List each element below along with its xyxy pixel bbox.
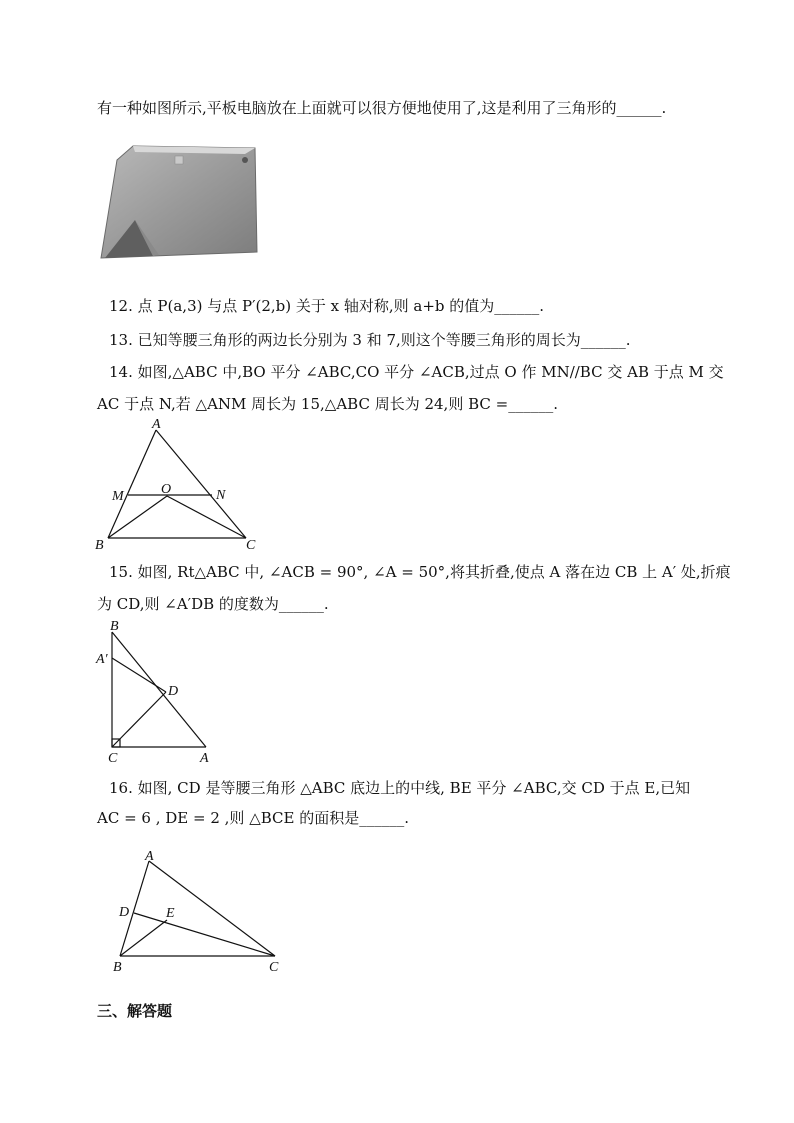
question-14-line2: AC 于点 N,若 △ANM 周长为 15,△ABC 周长为 24,则 BC =______. [97, 395, 558, 413]
question-number: 15. [109, 563, 133, 581]
label-A-prime: A′ [96, 652, 108, 667]
label-B: B [113, 960, 122, 975]
question-text: 点 P(a,3) 与点 P′(2,b) 关于 x 轴对称,则 a+b 的值为______. [137, 297, 545, 315]
question-12 [109, 296, 544, 316]
question-14-line1 [109, 362, 724, 382]
label-C: C [246, 538, 256, 553]
question-15-line1 [109, 562, 731, 582]
question-text: 如图, Rt△ABC 中, ∠ACB = 90°, ∠A = 50°,将其折叠,使点 A 落在边 CB 上 A′ 处,折痕 [137, 563, 731, 581]
question-16-line1 [109, 778, 690, 798]
label-D: D [168, 684, 179, 699]
question-number: 16. [109, 779, 133, 797]
question-number: 14. [109, 363, 133, 381]
question-text: 如图, CD 是等腰三角形 △ABC 底边上的中线, BE 平分 ∠ABC,交 CD 于点 E,已知 [137, 779, 691, 797]
intro-text: 有一种如图所示,平板电脑放在上面就可以很方便地使用了,这是利用了三角形的______. [97, 99, 667, 117]
question-16-line2: AC = 6 , DE = 2 ,则 △BCE 的面积是______. [97, 809, 409, 827]
figure-q16 [105, 845, 295, 975]
figure-q14 [90, 418, 270, 553]
label-D: D [119, 905, 130, 920]
label-B: B [110, 619, 119, 634]
label-A: A [145, 849, 154, 864]
question-text: 已知等腰三角形的两边长分别为 3 和 7,则这个等腰三角形的周长为______. [137, 331, 631, 349]
label-M: M [112, 489, 124, 504]
figure-q15 [90, 618, 230, 763]
question-15-line2: 为 CD,则 ∠A′DB 的度数为______. [97, 595, 329, 613]
label-A: A [200, 751, 209, 763]
question-number: 13. [109, 331, 133, 349]
question-13 [109, 330, 631, 350]
question-text: 如图,△ABC 中,BO 平分 ∠ABC,CO 平分 ∠ACB,过点 O 作 MN//BC 交 AB 于点 M 交 [137, 363, 724, 381]
label-E: E [166, 906, 175, 921]
label-O: O [161, 482, 172, 497]
label-A: A [152, 418, 161, 432]
label-C: C [108, 751, 118, 763]
label-B: B [95, 538, 104, 553]
tablet-image [95, 140, 265, 265]
question-number: 12. [109, 297, 133, 315]
section-heading: 三、解答题 [97, 1002, 173, 1020]
label-N: N [216, 488, 226, 503]
label-C: C [269, 960, 279, 975]
